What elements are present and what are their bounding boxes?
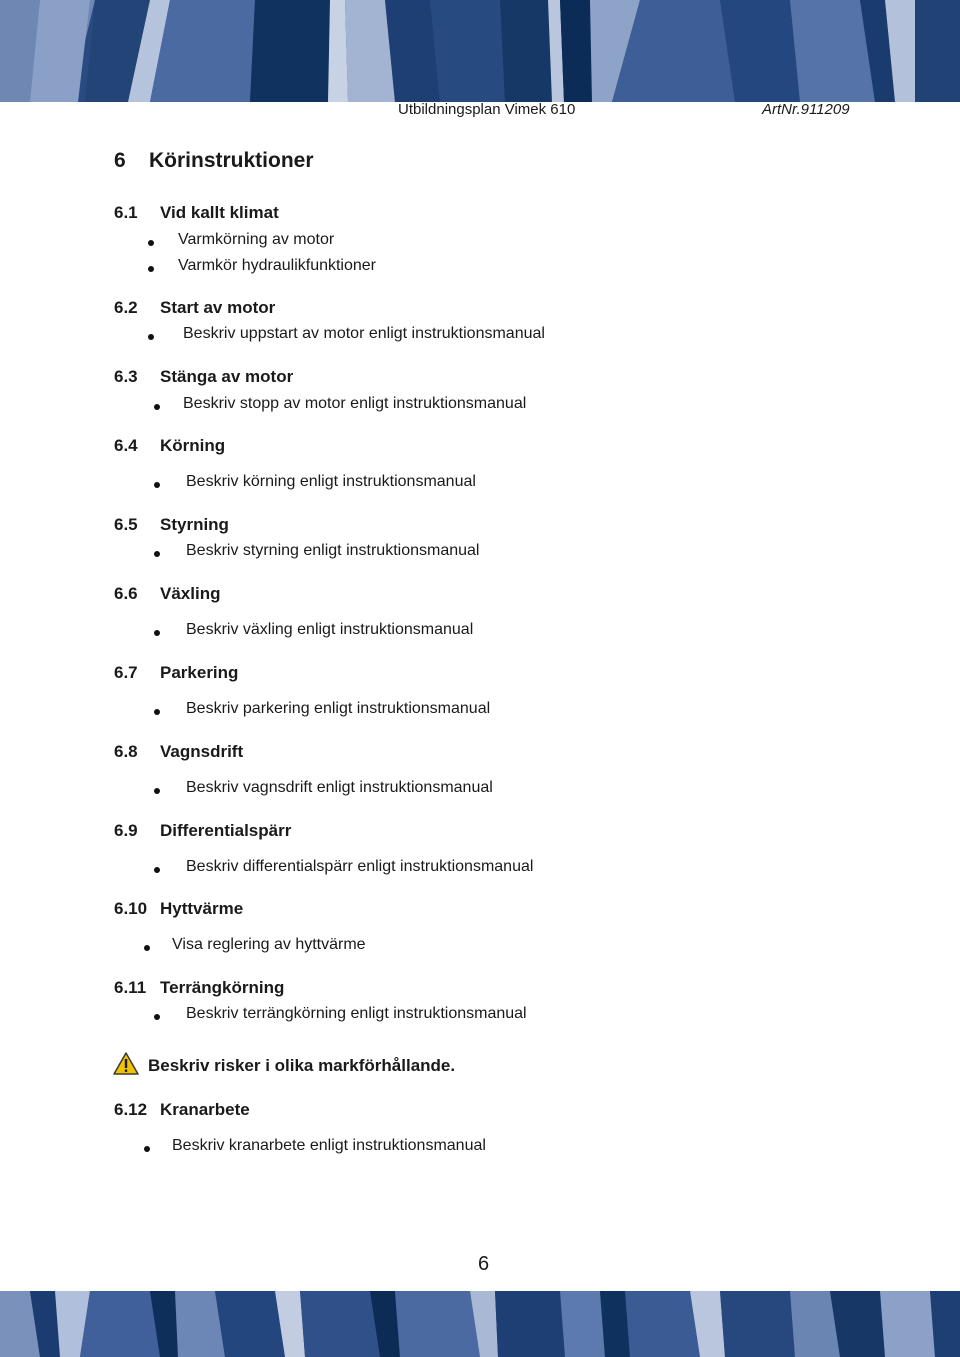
list-item-text: Beskriv differentialspärr enligt instruktionsmanual bbox=[186, 858, 534, 875]
section-title: Differentialspärr bbox=[160, 821, 292, 840]
section-title: Terrängkörning bbox=[160, 978, 285, 997]
list-item-text: Beskriv terrängkörning enligt instruktionsmanual bbox=[186, 1005, 527, 1022]
header-banner bbox=[0, 0, 960, 102]
list-item bbox=[186, 779, 493, 797]
list-item bbox=[178, 231, 334, 249]
article-number: ArtNr.911209 bbox=[762, 101, 850, 118]
page-number: 6 bbox=[478, 1253, 490, 1275]
section-title: Styrning bbox=[160, 515, 229, 534]
list-item bbox=[186, 700, 490, 718]
chapter-heading bbox=[114, 149, 314, 173]
list-item-text: Beskriv kranarbete enligt instruktionsmanual bbox=[172, 1137, 486, 1154]
list-item-text: Varmkörning av motor bbox=[178, 231, 335, 248]
list-item bbox=[186, 621, 473, 639]
list-item-text: Beskriv körning enligt instruktionsmanual bbox=[186, 473, 476, 490]
list-item-text: Beskriv växling enligt instruktionsmanual bbox=[186, 621, 474, 638]
footer-banner bbox=[0, 1291, 960, 1357]
chapter-number: 6 bbox=[114, 149, 126, 172]
section-number: 6.11 bbox=[114, 978, 147, 997]
section-number: 6.9 bbox=[114, 821, 138, 840]
list-item-text: Beskriv stopp av motor enligt instruktionsmanual bbox=[183, 395, 527, 412]
list-item bbox=[186, 858, 533, 876]
section-heading bbox=[114, 1100, 250, 1120]
section-heading bbox=[114, 203, 279, 223]
section-number: 6.7 bbox=[114, 663, 138, 682]
list-item bbox=[183, 325, 545, 343]
section-title: Stänga av motor bbox=[160, 367, 294, 386]
bullet-icon bbox=[144, 1146, 150, 1152]
section-title: Växling bbox=[160, 584, 221, 603]
warning-text: Beskriv risker i olika markförhållande. bbox=[148, 1056, 456, 1075]
bullet-icon bbox=[154, 709, 160, 715]
section-heading bbox=[114, 978, 284, 998]
section-number: 6.2 bbox=[114, 298, 138, 317]
section-number: 6.5 bbox=[114, 515, 138, 534]
section-heading bbox=[114, 899, 243, 919]
section-title: Kranarbete bbox=[160, 1100, 250, 1119]
section-heading bbox=[114, 821, 291, 841]
section-number: 6.12 bbox=[114, 1100, 148, 1119]
bullet-icon bbox=[148, 240, 154, 246]
list-item-text: Beskriv vagnsdrift enligt instruktionsmanual bbox=[186, 779, 493, 796]
list-item-text: Beskriv uppstart av motor enligt instruktionsmanual bbox=[183, 325, 545, 342]
bullet-icon bbox=[154, 404, 160, 410]
bullet-icon bbox=[154, 788, 160, 794]
section-number: 6.4 bbox=[114, 436, 138, 455]
section-heading bbox=[114, 584, 220, 604]
section-heading bbox=[114, 663, 238, 683]
warning-triangle-icon bbox=[113, 1052, 139, 1076]
bullet-icon bbox=[144, 945, 150, 951]
list-item-text: Beskriv styrning enligt instruktionsmanual bbox=[186, 542, 480, 559]
list-item bbox=[186, 542, 479, 560]
chapter-title: Körinstruktioner bbox=[149, 149, 314, 172]
bullet-icon bbox=[154, 551, 160, 557]
list-item-text: Beskriv parkering enligt instruktionsmanual bbox=[186, 700, 491, 717]
list-item bbox=[186, 473, 476, 491]
bullet-icon bbox=[154, 482, 160, 488]
section-number: 6.8 bbox=[114, 742, 138, 761]
bullet-icon bbox=[148, 266, 154, 272]
list-item bbox=[178, 257, 376, 275]
bullet-icon bbox=[154, 867, 160, 873]
bullet-icon bbox=[154, 630, 160, 636]
list-item bbox=[172, 936, 366, 954]
section-title: Parkering bbox=[160, 663, 239, 682]
section-number: 6.1 bbox=[114, 203, 138, 222]
bullet-icon bbox=[154, 1014, 160, 1020]
section-title: Start av motor bbox=[160, 298, 276, 317]
list-item bbox=[186, 1005, 527, 1023]
section-title: Vagnsdrift bbox=[160, 742, 244, 761]
list-item bbox=[183, 395, 526, 413]
section-heading bbox=[114, 298, 275, 318]
section-number: 6.3 bbox=[114, 367, 138, 386]
section-title: Vid kallt klimat bbox=[160, 203, 279, 222]
list-item-text: Visa reglering av hyttvärme bbox=[172, 936, 366, 953]
section-number: 6.6 bbox=[114, 584, 138, 603]
bullet-icon bbox=[148, 334, 154, 340]
list-item-text: Varmkör hydraulikfunktioner bbox=[178, 257, 377, 274]
section-heading bbox=[114, 367, 293, 387]
list-item bbox=[172, 1137, 486, 1155]
section-heading bbox=[114, 742, 243, 762]
section-heading bbox=[114, 515, 229, 535]
section-title: Körning bbox=[160, 436, 226, 455]
document-title: Utbildningsplan Vimek 610 bbox=[398, 101, 576, 118]
section-heading bbox=[114, 436, 225, 456]
section-title: Hyttvärme bbox=[160, 899, 244, 918]
section-number: 6.10 bbox=[114, 899, 148, 918]
